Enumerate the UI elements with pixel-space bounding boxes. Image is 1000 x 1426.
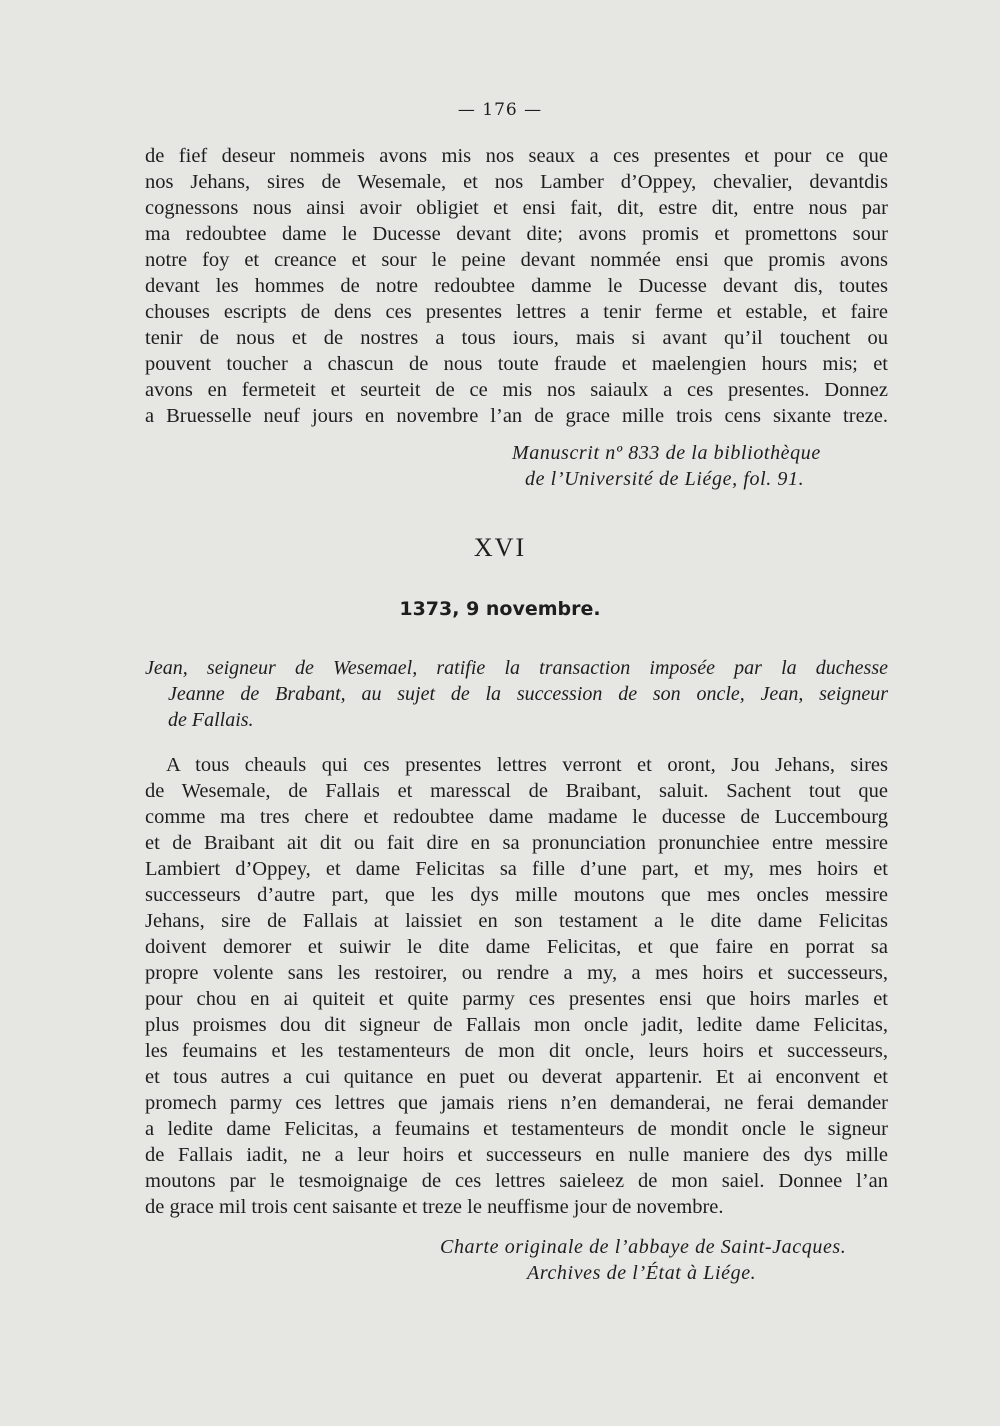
text-line: de Wesemale, de Fallais et maresscal de Braibant, saluit. Sachent tout que (145, 780, 888, 802)
citation-line: Archives de l’État à Liége. (527, 1262, 757, 1284)
text-line: Lambiert d’Oppey, et dame Felicitas sa fille d’une part, et my, mes hoirs et (145, 858, 888, 880)
text-line: nos Jehans, sires de Wesemale, et nos Lamber d’Oppey, chevalier, devantdis (145, 171, 888, 193)
text-line: les feumains et les testamenteurs de mon dit oncle, leurs hoirs et successeurs, (145, 1040, 888, 1062)
text-line: de Fallais iadit, ne a leur hoirs et successeurs en nulle maniere des dys mille (145, 1144, 888, 1166)
text-line: de fief deseur nommeis avons mis nos seaux a ces presentes et pour ce que (145, 145, 888, 167)
text-line: pour chou en ai quiteit et quite parmy ces presentes ensi que hoirs marles et (145, 988, 888, 1010)
summary-line: de Fallais. (168, 709, 254, 731)
citation-line: de l’Université de Liége, fol. 91. (525, 468, 805, 490)
text-line: et tous autres a cui quitance en puet ou deverat appartenir. Et ai enconvent et (145, 1066, 888, 1088)
text-line: A tous cheauls qui ces presentes lettres verront et oront, Jou Jehans, sires (166, 754, 888, 776)
text-line: comme ma tres chere et redoubtee dame madame le ducesse de Luccembourg (145, 806, 888, 828)
text-line: notre foy et creance et sour le peine devant nommée ensi que promis avons (145, 249, 888, 271)
text-line: doivent demorer et suiwir le dite dame Felicitas, et que faire en porrat sa (145, 936, 888, 958)
date-heading: 1373, 9 novembre. (399, 598, 601, 620)
text-line: devant les hommes de notre redoubtee damme le Ducesse devant dis, toutes (145, 275, 888, 297)
text-line: cognessons nous ainsi avoir obligiet et ensi fait, dit, estre dit, entre nous par (145, 197, 888, 219)
page-number: — 176 — (457, 100, 543, 120)
citation-line: Charte originale de l’abbaye de Saint-Jacques. (440, 1236, 847, 1258)
text-line: chouses escripts de dens ces presentes lettres a tenir ferme et estable, et faire (145, 301, 888, 323)
citation-line: Manuscrit nº 833 de la bibliothèque (512, 442, 821, 464)
text-line: propre volente sans les restoirer, ou rendre a my, a mes hoirs et successeurs, (145, 962, 888, 984)
text-line: successeurs d’autre part, que les dys mille moutons que mes oncles messire (145, 884, 888, 906)
summary-line: Jean, seigneur de Wesemael, ratifie la transaction imposée par la duchesse (145, 657, 888, 679)
text-line: promech parmy ces lettres que jamais riens n’en demanderai, ne ferai demander (145, 1092, 888, 1114)
section-number: XVI (473, 533, 527, 562)
summary-line: Jeanne de Brabant, au sujet de la succession de son oncle, Jean, seigneur (168, 683, 888, 705)
text-line: a Bruesselle neuf jours en novembre l’an de grace mille trois cens sixante treze. (145, 405, 888, 427)
text-line: a ledite dame Felicitas, a feumains et testamenteurs de mondit oncle le signeur (145, 1118, 888, 1140)
text-line: Jehans, sire de Fallais at laissiet en son testament a le dite dame Felicitas (145, 910, 888, 932)
text-line: ma redoubtee dame le Ducesse devant dite; avons promis et promettons sour (145, 223, 888, 245)
text-line: tenir de nous et de nostres a tous iours, mais si avant qu’il touchent ou (145, 327, 888, 349)
text-line: pouvent toucher a chascun de nous toute fraude et maelengien hours mis; et (145, 353, 888, 375)
text-line: et de Braibant ait dit ou fait dire en sa pronunciation pronunchiee entre messire (145, 832, 888, 854)
text-line: avons en fermeteit et seurteit de ce mis nos saiaulx a ces presentes. Donnez (145, 379, 888, 401)
text-line: plus proismes dou dit signeur de Fallais mon oncle jadit, ledite dame Felicitas, (145, 1014, 888, 1036)
text-line: de grace mil trois cent saisante et treze le neuffisme jour de novembre. (145, 1196, 724, 1218)
text-line: moutons par le tesmoignaige de ces lettres saieleez de mon saiel. Donnee l’an (145, 1170, 888, 1192)
